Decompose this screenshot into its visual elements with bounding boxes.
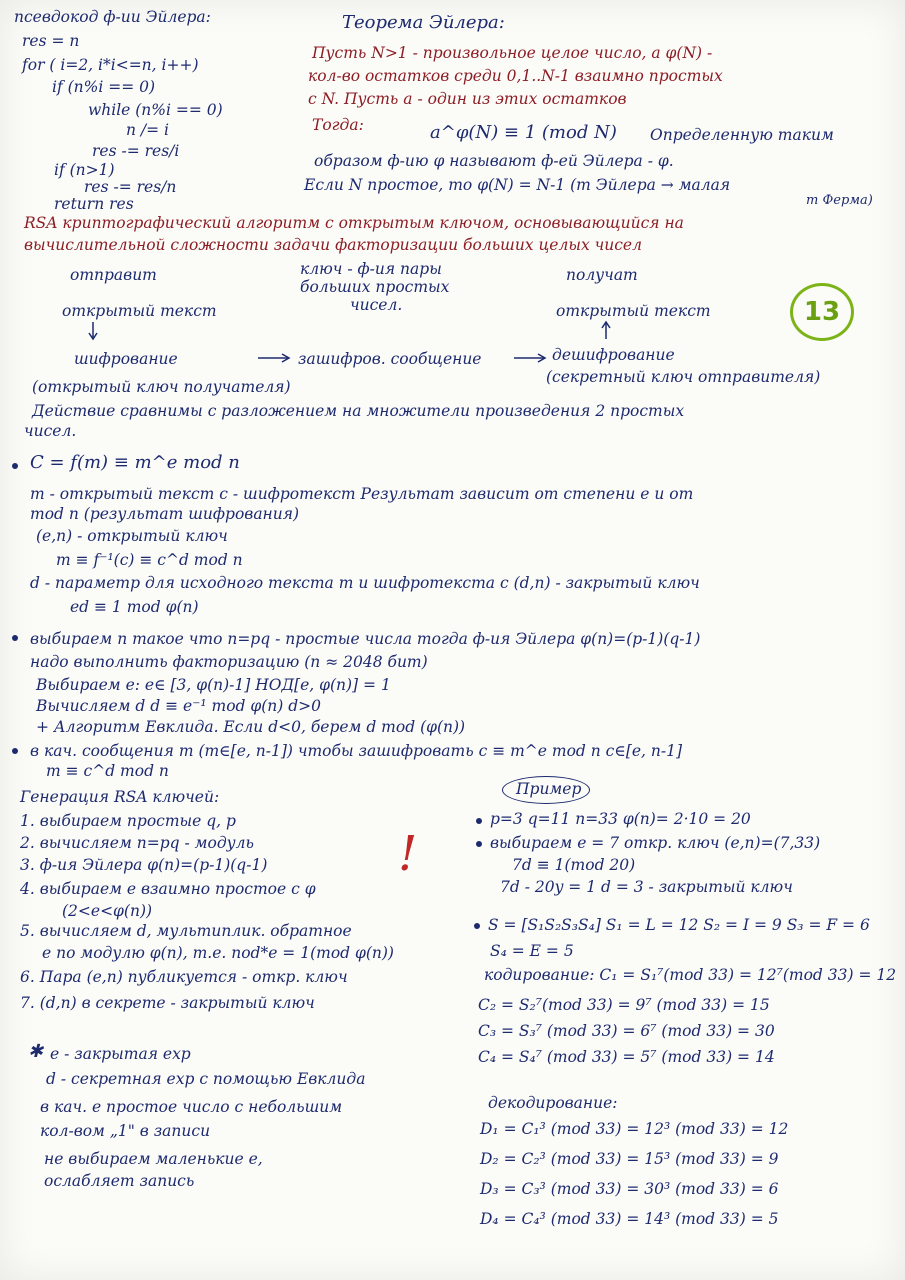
note-text: mod n (результат шифрования) [30, 505, 300, 523]
example-line: выбираем e = 7 откр. ключ (e,n)=(7,33) [490, 834, 821, 852]
scheme-label: шифрование [74, 350, 178, 368]
example-line: D₁ = C₁³ (mod 33) = 12³ (mod 33) = 12 [480, 1120, 789, 1138]
scheme-label: (открытый ключ получателя) [32, 378, 291, 396]
keygen-step: 6. Пара (e,n) публикуется - откр. ключ [20, 968, 348, 986]
example-line: D₂ = C₂³ (mod 33) = 15³ (mod 33) = 9 [480, 1150, 779, 1168]
formula: m ≡ c^d mod n [46, 762, 169, 780]
formula: C = f(m) ≡ m^e mod n [30, 452, 240, 473]
pseudocode-line: res -= res/i [92, 142, 180, 160]
theorem-text: Пусть N>1 - произвольное целое число, а φ(N) - [312, 44, 713, 62]
bullet-point [476, 818, 482, 824]
formula: ed ≡ 1 mod φ(n) [70, 598, 199, 616]
example-line: C₃ = S₃⁷ (mod 33) = 6⁷ (mod 33) = 30 [478, 1022, 775, 1040]
example-line: C₂ = S₂⁷(mod 33) = 9⁷ (mod 33) = 15 [478, 996, 770, 1014]
theorem-text: Если N простое, то φ(N) = N-1 (т Эйлера → малая [304, 176, 731, 194]
pseudocode-line: res = n [22, 32, 80, 50]
keygen-step: 1. выбираем простые q, p [20, 812, 236, 830]
theorem-text: образом ф-ию φ называют ф-ей Эйлера - φ. [314, 152, 674, 170]
note-text: (e,n) - открытый ключ [36, 527, 228, 545]
note-text: не выбираем маленькие e, [44, 1150, 263, 1168]
bullet-point [474, 923, 480, 929]
example-line: S₄ = E = 5 [490, 942, 574, 960]
keygen-step: (2<e<φ(n)) [62, 902, 153, 920]
note-text: ослабляет запись [44, 1172, 195, 1190]
note-text: чисел. [24, 422, 77, 440]
theorem-text: т Ферма) [806, 193, 873, 208]
bullet-point [12, 463, 18, 469]
theorem-text: Тогда: [312, 116, 364, 134]
keygen-step: 3. ф-ия Эйлера φ(n)=(p-1)(q-1) [20, 856, 268, 874]
note-text: Действие сравнимы с разложением на множители произведения 2 простых [32, 402, 685, 420]
pseudocode-title: псевдокод ф-ии Эйлера: [14, 8, 211, 26]
theorem-text: Определенную таким [650, 126, 834, 144]
example-line: 7d - 20y = 1 d = 3 - закрытый ключ [500, 878, 793, 896]
right-arrow-icon [514, 352, 548, 364]
example-line: S = [S₁S₂S₃S₄] S₁ = L = 12 S₂ = I = 9 S₃ = F = 6 [488, 916, 870, 934]
scheme-label: дешифрование [552, 346, 675, 364]
scheme-label: чисел. [350, 296, 403, 314]
note-text: + Алгоритм Евклида. Если d<0, берем d mod (φ(n)) [36, 718, 466, 736]
note-text: выбираем n такое что n=pq - простые числа тогда ф-ия Эйлера φ(n)=(p-1)(q-1) [30, 630, 701, 648]
example-title: Пример [516, 780, 582, 798]
note-text: m - открытый текст c - шифротекст Результат зависит от степени e и от [30, 485, 694, 503]
example-line: D₃ = C₃³ (mod 33) = 30³ (mod 33) = 6 [480, 1180, 779, 1198]
pseudocode-line: return res [54, 195, 134, 213]
keygen-step: 7. (d,n) в секрете - закрытый ключ [20, 994, 315, 1012]
note-text: d - параметр для исходного текста m и шифротекста c (d,n) - закрытый ключ [30, 574, 700, 592]
scheme-label: получат [566, 266, 638, 284]
scheme-label: отправит [70, 266, 157, 284]
note-text: d - секретная exp с помощью Евклида [46, 1070, 366, 1088]
bullet-point [12, 748, 18, 754]
scheme-label: больших простых [300, 278, 450, 296]
down-arrow-icon [88, 322, 98, 342]
right-arrow-icon [258, 352, 292, 364]
scheme-label: открытый текст [556, 302, 711, 320]
bullet-point [12, 635, 18, 641]
rsa-definition: RSA криптографический алгоритм с открытым ключом, основывающийся на [24, 214, 684, 232]
example-line: кодирование: C₁ = S₁⁷(mod 33) = 12⁷(mod 33) = 12 [484, 966, 897, 984]
grade-mark: 13 [790, 283, 854, 341]
pseudocode-line: n /= i [126, 121, 170, 139]
euler-formula: a^φ(N) ≡ 1 (mod N) [430, 122, 617, 143]
note-text: e - закрытая exp [50, 1045, 191, 1063]
euler-theorem-title: Теорема Эйлера: [342, 12, 505, 33]
keygen-step: 5. вычисляем d, мультиплик. обратное [20, 922, 352, 940]
example-line: D₄ = C₄³ (mod 33) = 14³ (mod 33) = 5 [480, 1210, 779, 1228]
up-arrow-icon [601, 320, 611, 340]
pseudocode-line: for ( i=2, i*i<=n, i++) [22, 56, 199, 74]
note-text: в кач. сообщения m (m∈[e, n-1]) чтобы зашифровать c ≡ m^e mod n c∈[e, n-1] [30, 742, 683, 760]
example-line: C₄ = S₄⁷ (mod 33) = 5⁷ (mod 33) = 14 [478, 1048, 775, 1066]
theorem-text: с N. Пусть a - один из этих остатков [308, 90, 627, 108]
example-line: декодирование: [488, 1094, 618, 1112]
pseudocode-line: while (n%i == 0) [88, 101, 223, 119]
scheme-label: (секретный ключ отправителя) [546, 368, 821, 386]
note-text: Вычисляем d d ≡ e⁻¹ mod φ(n) d>0 [36, 697, 322, 715]
scheme-label: открытый текст [62, 302, 217, 320]
pseudocode-line: if (n%i == 0) [52, 78, 156, 96]
scheme-label: зашифров. сообщение [298, 350, 482, 368]
example-line: p=3 q=11 n=33 φ(n)= 2·10 = 20 [490, 810, 751, 828]
note-text: кол-вом „1" в записи [40, 1122, 211, 1140]
keygen-step: 4. выбираем e взаимно простое с φ [20, 880, 316, 898]
bullet-point [476, 841, 482, 847]
pseudocode-line: res -= res/n [84, 178, 177, 196]
note-text: Выбираем e: e∈ [3, φ(n)-1] НОД[e, φ(n)] = 1 [36, 676, 391, 694]
keygen-title: Генерация RSA ключей: [20, 788, 220, 806]
keygen-step: 2. вычисляем n=pq - модуль [20, 834, 254, 852]
theorem-text: кол-во остатков среди 0,1..N-1 взаимно простых [308, 67, 723, 85]
rsa-definition: вычислительной сложности задачи факторизации больших целых чисел [24, 236, 642, 254]
keygen-step: e по модулю φ(n), т.е. nod*e = 1(mod φ(n)) [42, 944, 394, 962]
note-star: ✱ [28, 1041, 44, 1062]
example-line: 7d ≡ 1(mod 20) [512, 856, 636, 874]
scheme-label: ключ - ф-ия пары [300, 260, 442, 278]
note-text: в кач. e простое число с небольшим [40, 1098, 343, 1116]
formula: m ≡ f⁻¹(c) ≡ c^d mod n [56, 551, 243, 569]
pseudocode-line: if (n>1) [54, 161, 115, 179]
note-text: надо выполнить факторизацию (n ≈ 2048 бит) [30, 653, 428, 671]
exclamation-mark: ! [398, 826, 418, 882]
